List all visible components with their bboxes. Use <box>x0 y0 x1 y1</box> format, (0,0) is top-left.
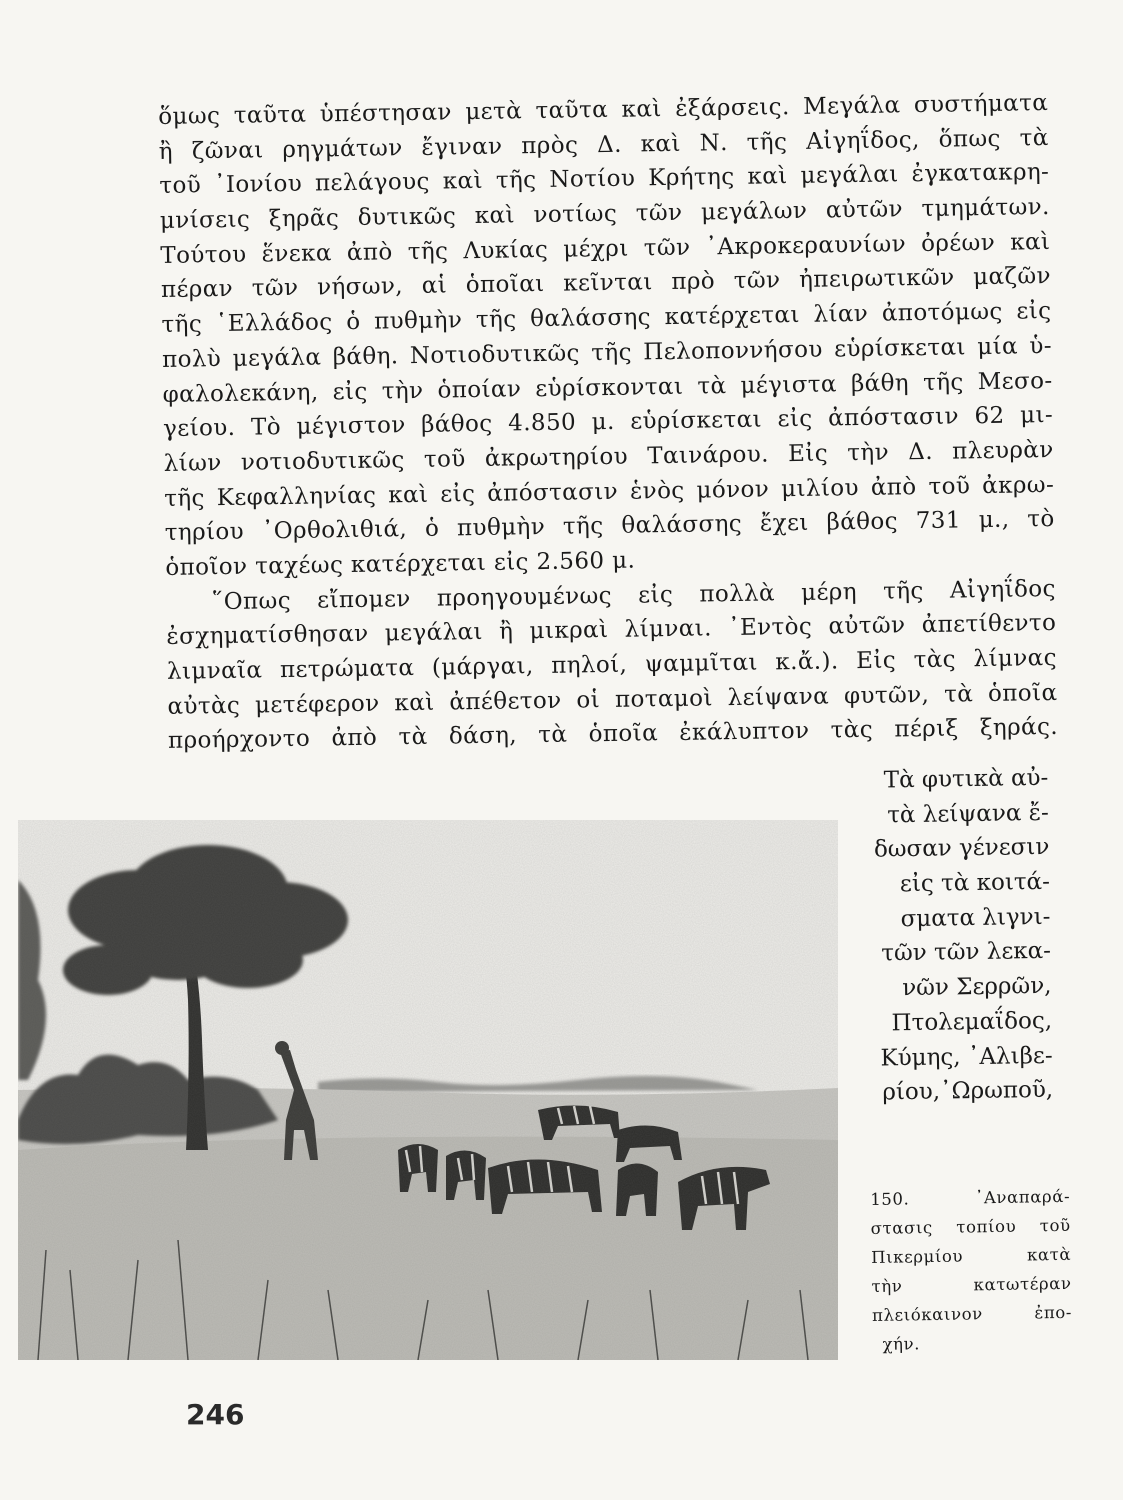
side-text-line: σματα λιγνι- <box>900 903 1051 932</box>
caption-line: στασις τοπίου τοῦ <box>870 1215 1071 1238</box>
paragraph-start-line: ῞Οπως εἴπομεν προηγουμένως εἰς πολλὰ μέρη τῆς Αἰγηΐδος <box>211 575 1056 615</box>
page-number: 246 <box>186 1398 245 1431</box>
text-line: γείου. Τὸ μέγιστον βάθος 4.850 μ. εὑρίσκεται εἰς ἀπόστασιν 62 μι- <box>162 402 1054 443</box>
side-text-line: τὰ λείψανα ἔ- <box>887 799 1049 829</box>
caption-line: Πικερμίου κατὰ <box>870 1244 1072 1267</box>
text-line: λιμναῖα πετρώματα (μάργαι, πηλοί, ψαμμῖται κ.ἄ.). Εἰς τὰς λίμνας <box>166 644 1058 685</box>
side-text-line: Πτολεμαΐδος, <box>891 1007 1053 1037</box>
caption-line: τὴν κατωτέραν <box>871 1273 1072 1296</box>
text-line: προήρχοντο ἀπὸ τὰ δάση, τὰ ὁποῖα ἐκάλυπτον τὰς πέριξ ξηράς. <box>167 714 1059 755</box>
text-line: ὁποῖον ταχέως κατέρχεται εἰς 2.560 μ. <box>165 547 636 581</box>
caption-line: χήν. <box>882 1334 921 1354</box>
side-text-line: δωσαν γένεσιν <box>873 834 1050 863</box>
text-line: τοῦ ᾿Ιονίου πελάγους καὶ τῆς Νοτίου Κρήτης καὶ μεγάλαι ἐγκατακρη- <box>159 159 1050 200</box>
side-text-line: τῶν τῶν λεκα- <box>881 938 1052 967</box>
text-line: φαλολεκάνη, εἰς τὴν ὁποίαν εὑρίσκονται τὰ μέγιστα βάθη τῆς Μεσο- <box>162 367 1053 408</box>
caption-line: 150. ᾿Αναπαρά- <box>870 1186 1071 1209</box>
side-text-line: νῶν Σερρῶν, <box>902 972 1052 1002</box>
text-line: τηρίου ᾿Ορθολιθιά, ὁ πυθμὴν τῆς θαλάσσης ἔχει βάθος 731 μ., τὸ <box>164 506 1055 547</box>
text-line: πολὺ μεγάλα βάθη. Νοτιοδυτικῶς τῆς Πελοποννήσου εὑρίσκεται μία ὑ- <box>161 332 1053 373</box>
text-line: τῆς Κεφαλληνίας καὶ εἰς ἀπόστασιν ἑνὸς μόνον μιλίου ἀπὸ τοῦ ἀκρω- <box>164 471 1055 512</box>
side-text-line: Τὰ φυτικὰ αὐ- <box>883 764 1049 794</box>
side-text-line: ρίου,᾿Ωρωποῦ, <box>882 1077 1054 1106</box>
text-line: αὐτὰς μετέφερον καὶ ἀπέθετον οἱ ποταμοὶ λείψανα φυτῶν, τὰ ὁποῖα <box>167 679 1058 720</box>
side-text-line: εἰς τὰ κοιτά- <box>899 868 1051 898</box>
text-line: τῆς ῾Ελλάδος ὁ πυθμὴν τῆς θαλάσσης κατέρχεται λίαν ἀποτόμως εἰς <box>161 298 1052 339</box>
side-text-block <box>848 761 1053 1111</box>
caption-line: πλειόκαινον ἐπο- <box>871 1302 1073 1325</box>
landscape-illustration <box>18 820 838 1360</box>
text-line: πέραν τῶν νήσων, αἱ ὁποῖαι κεῖνται πρὸ τῶν ἠπειρωτικῶν μαζῶν <box>160 263 1052 304</box>
text-line: ὅμως ταῦτα ὑπέστησαν μετὰ ταῦτα καὶ ἐξάρσεις. Μεγάλα συστήματα <box>158 90 1049 130</box>
text-line: ἢ ζῶναι ρηγμάτων ἔγιναν πρὸς Δ. καὶ Ν. τῆς Αἰγηΐδος, ὅπως τὰ <box>158 124 1049 165</box>
print-grain <box>18 820 838 1360</box>
text-line: Τούτου ἕνεκα ἀπὸ τῆς Λυκίας μέχρι τῶν ᾿Ακροκεραυνίων ὀρέων καὶ <box>160 228 1051 269</box>
main-text-block <box>158 86 1058 759</box>
figure-caption <box>870 1182 1073 1359</box>
text-line: λίων νοτιοδυτικῶς τοῦ ἀκρωτηρίου Ταινάρου. Εἰς τὴν Δ. πλευρὰν <box>163 436 1054 477</box>
side-text-line: Κύμης, ᾿Αλιβε- <box>880 1042 1053 1072</box>
text-line: ἐσχηματίσθησαν μεγάλαι ἢ μικραὶ λίμναι. ᾿Εντὸς αὐτῶν ἀπετίθεντο <box>166 610 1057 651</box>
text-line: μνίσεις ξηρᾶς δυτικῶς καὶ νοτίως τῶν μεγάλων αὐτῶν τμημάτων. <box>159 194 1050 235</box>
